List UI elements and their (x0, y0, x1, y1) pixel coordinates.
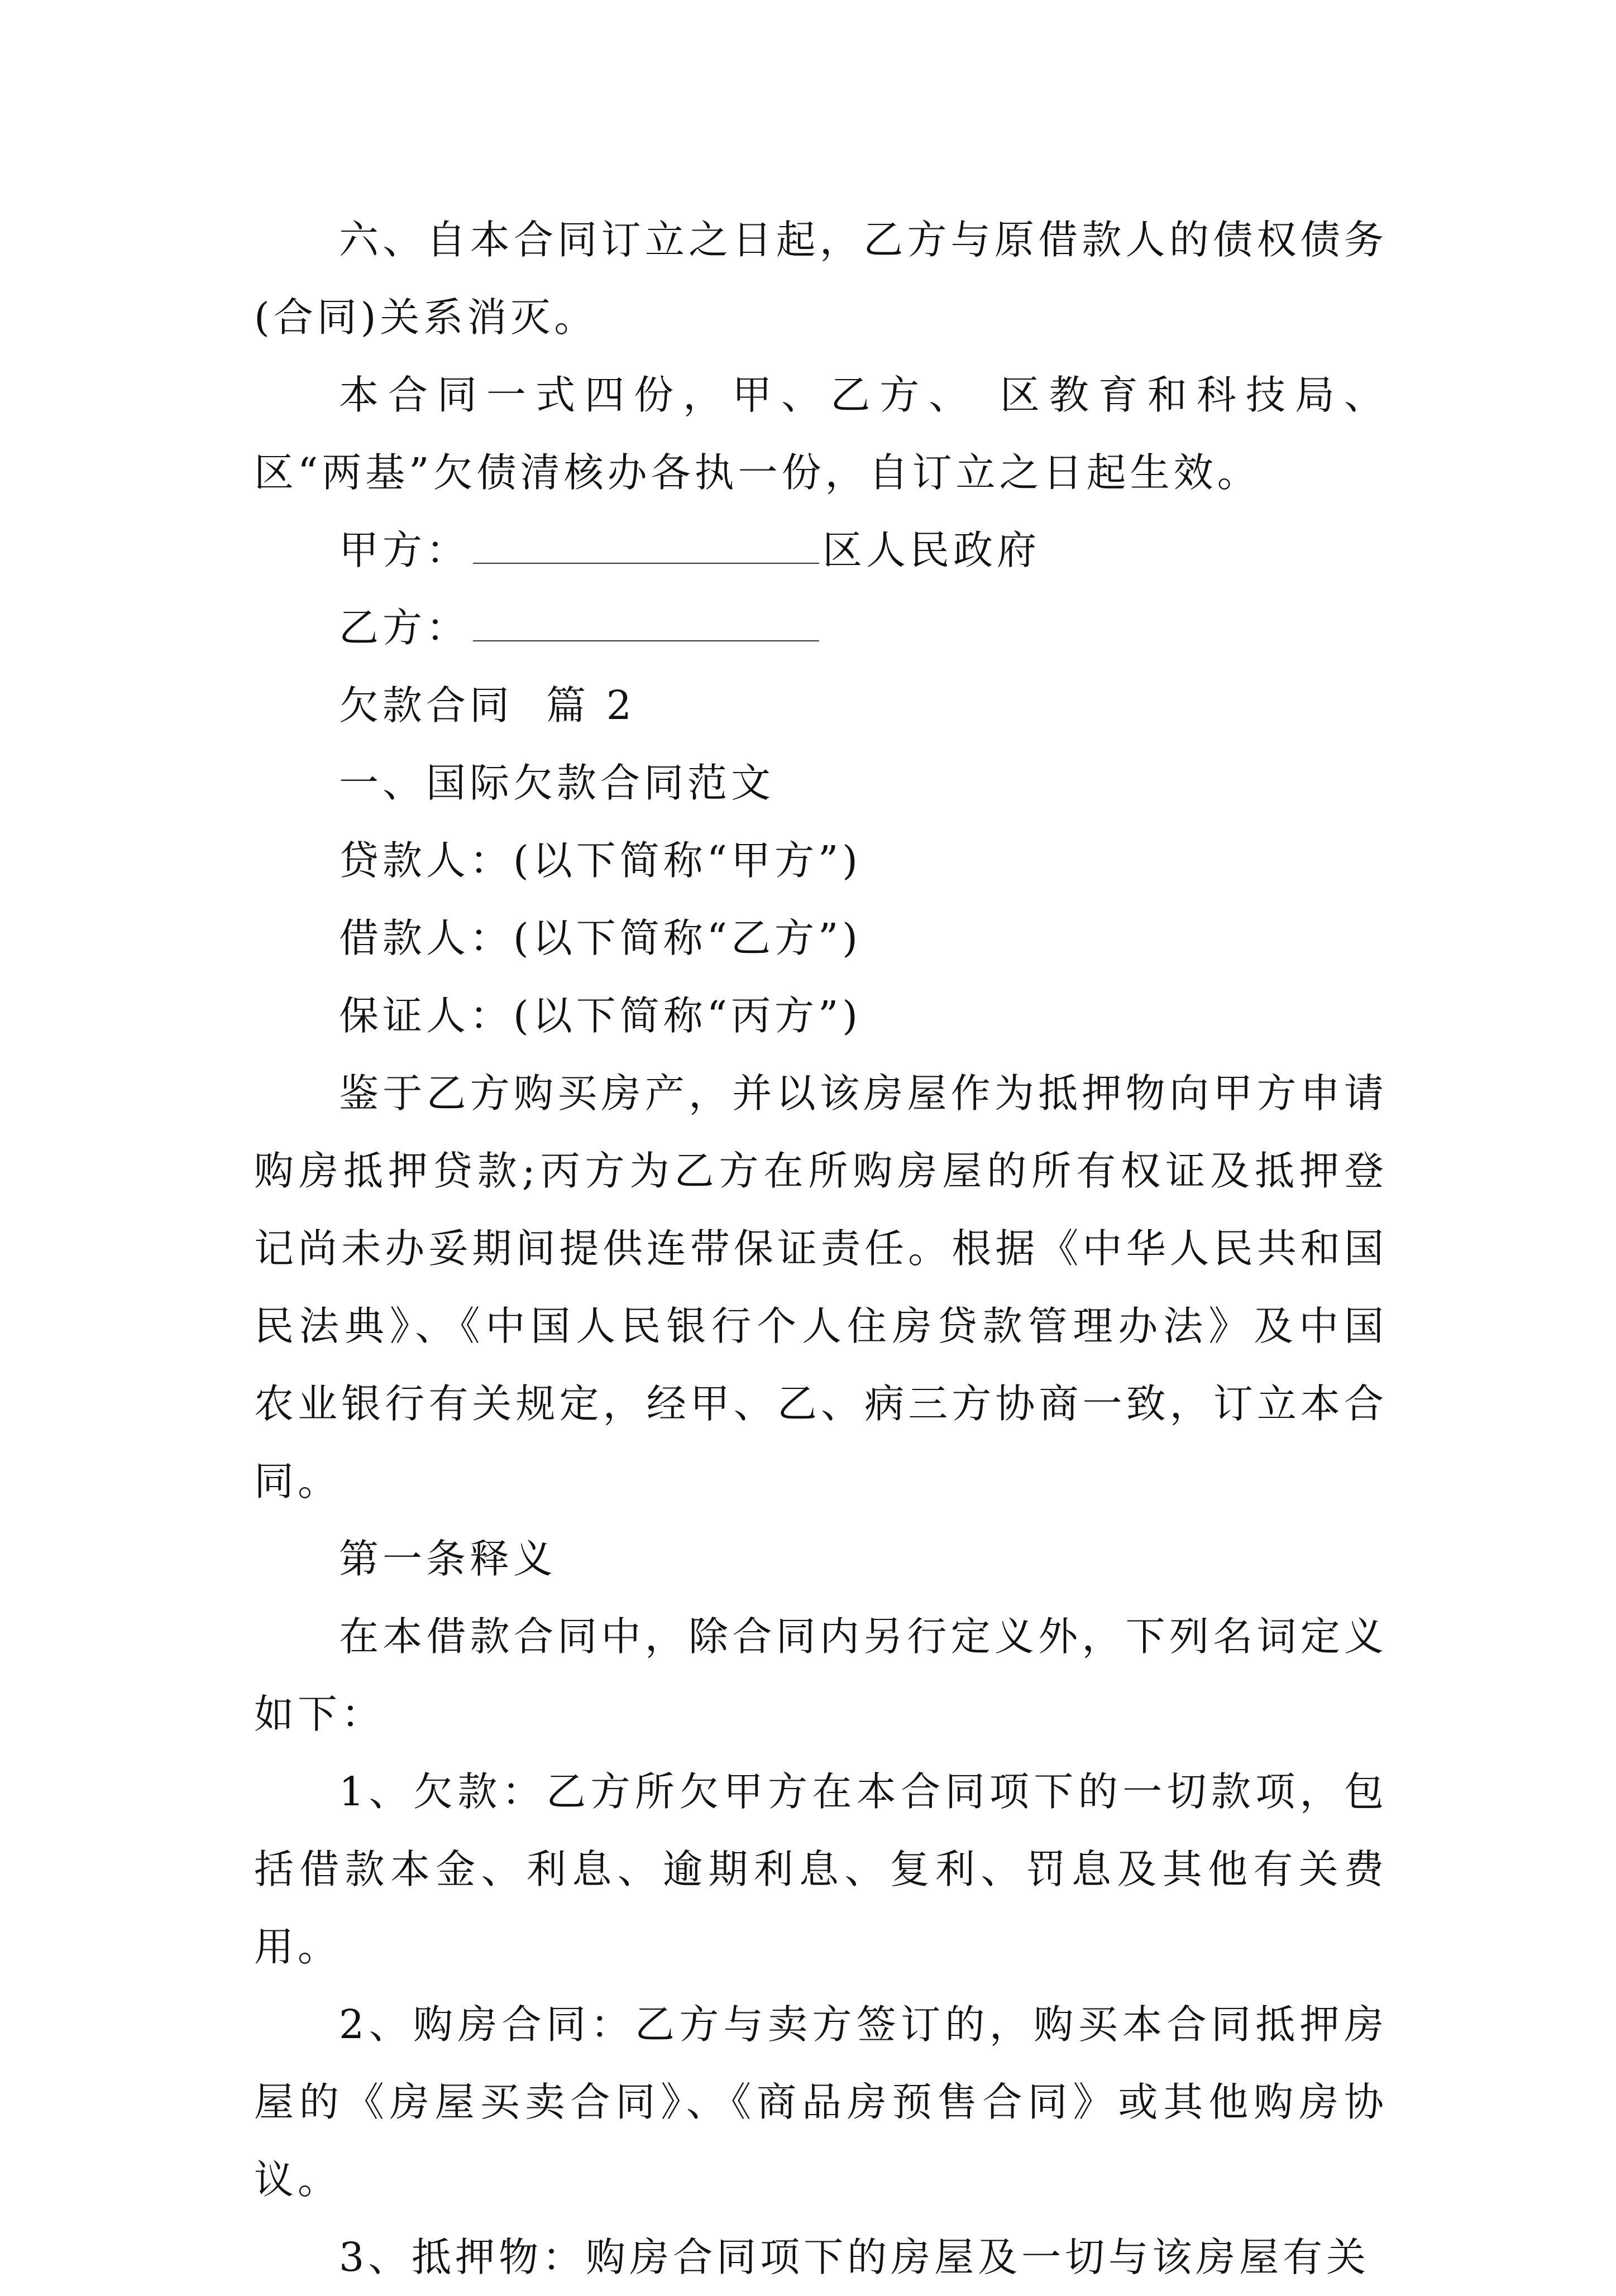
article-one-title: 第一条释义 (339, 1536, 557, 1582)
paragraph-clause-six: 六、自本合同订立之日起，乙方与原借款人的债权债务(合同)关系消灭。 (254, 217, 1388, 341)
party-b-label: 乙方： (339, 605, 470, 651)
party-a-label: 甲方： (339, 527, 470, 573)
section-title: 欠款合同 篇 2 (339, 682, 635, 728)
party-a-blank (473, 529, 819, 564)
paragraph-definitions-intro: 在本借款合同中，除合同内另行定义外，下列名词定义如下： (254, 1613, 1388, 1737)
party-b-line (254, 589, 1388, 667)
definition-item-2: 2、购房合同：乙方与卖方签订的，购买本合同抵押房屋的《房屋买卖合同》、《商品房预售合同》或其他购房协议。 (254, 2001, 1388, 2203)
guarantor-line: 保证人：(以下简称“丙方”) (339, 993, 862, 1039)
document-body (254, 201, 1388, 2296)
borrower-line: 借款人：(以下简称“乙方”) (339, 915, 862, 961)
party-a-line (254, 511, 1388, 589)
lender-line: 贷款人：(以下简称“甲方”) (339, 837, 862, 884)
sub-title: 一、国际欠款合同范文 (339, 760, 775, 806)
paragraph-copies: 本合同一式四份，甲、乙方、 区教育和科技局、 区“两基”欠债清核办各执一份，自订立之日起生效。 (254, 372, 1388, 496)
party-a-name: 区人民政府 (823, 527, 1041, 573)
definition-item-1: 1、欠款：乙方所欠甲方在本合同项下的一切款项，包括借款本金、利息、逾期利息、复利、罚息及其他有关费用。 (254, 1768, 1388, 1970)
definition-item-3: 3、抵押物：购房合同项下的房屋及一切与该房屋有关 (339, 2234, 1370, 2280)
paragraph-preamble: 鉴于乙方购买房产，并以该房屋作为抵押物向甲方申请购房抵押贷款;丙方为乙方在所购房屋的所有权证及抵押登记尚未办妥期间提供连带保证责任。根据《中华人民共和国民法典》、《中国人民银行个人住房贷款管理办法》及中国农业银行有关规定，经甲、乙、病三方协商一致，订立本合同。 (254, 1070, 1388, 1504)
party-b-blank (473, 607, 819, 641)
